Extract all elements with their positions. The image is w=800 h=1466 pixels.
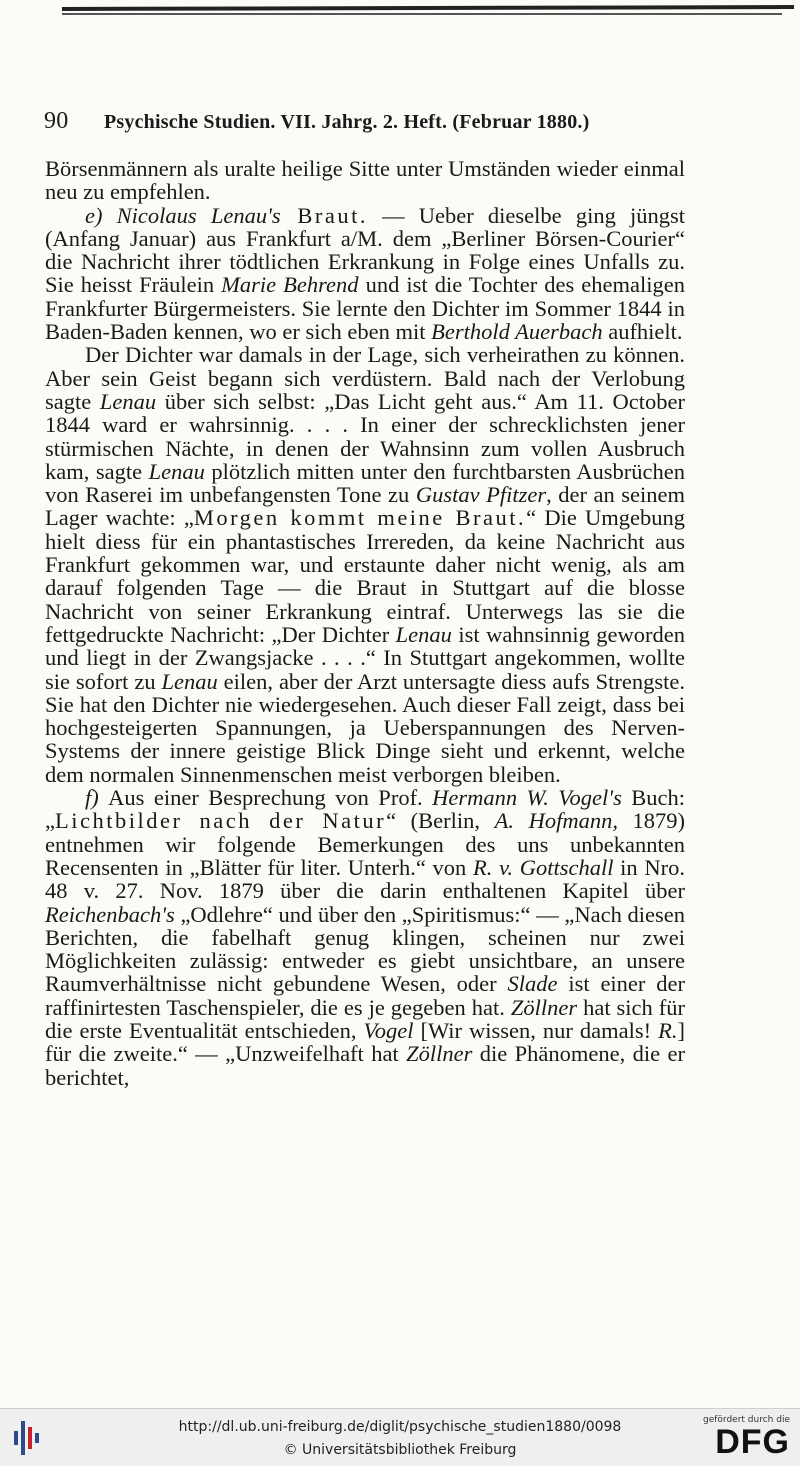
name-lenau: Lenau — [148, 458, 205, 484]
text-run: ist einer der raffinirtesten Taschenspieler, die es je gegeben hat. — [45, 971, 685, 1020]
name-lenau: Lenau — [395, 621, 452, 647]
name-lenau: Nicolaus Lenau's — [116, 202, 281, 228]
item-label: e) — [85, 202, 117, 228]
text-run: aufhielt. — [602, 319, 683, 345]
paragraph-f — [45, 786, 685, 1089]
text-run: plötzlich mitten unter den furchtbarsten Ausbrüchen von Raserei im unbefangensten Tone zu — [45, 458, 685, 508]
text-run: die Phänomene, die er berichtet, — [45, 1041, 686, 1090]
name-zoellner: Zöllner — [406, 1041, 473, 1067]
spaced-quote: Morgen kommt meine Braut. — [193, 505, 527, 531]
name-berthold-auerbach: Berthold Auerbach — [431, 319, 603, 345]
copyright-notice: © Universitätsbibliothek Freiburg — [283, 1442, 517, 1458]
name-zoellner: Zöllner — [510, 994, 578, 1020]
running-title: Psychische Studien. VII. Jahrg. 2. Heft. (Februar 1880.) — [104, 111, 590, 133]
name-reichenbach: Reichenbach's — [45, 901, 175, 927]
source-url-link[interactable]: http://dl.ub.uni-freiburg.de/diglit/psychische_studien1880/0098 — [178, 1419, 622, 1435]
text-run: „Odlehre“ und über den „Spiritismus:“ — „Nach diesen Berichten, die fabelhaft genug klingen, scheinen nur zwei Möglichkeiten zulässig: entweder es giebt unsichtbare, an unsere Raumverhältnisse nicht gebundene Wesen, oder — [45, 901, 685, 997]
body-text — [45, 157, 685, 1089]
name-lenau: Lenau — [99, 388, 157, 414]
paragraph-dichter — [45, 343, 685, 786]
dfg-sponsor-logo — [700, 1415, 790, 1461]
name-gustav-pfitzer: Gustav Pfitzer — [415, 482, 547, 508]
sponsor-caption: gefördert durch die — [703, 1415, 790, 1425]
text-run: [Wir wissen, nur damals! — [413, 1017, 659, 1043]
top-border-rule-thin — [62, 13, 782, 15]
text-run: Buch: „ — [45, 785, 685, 834]
text-run: eilen, aber der Arzt untersagte diess aufs Strengste. Sie hat den Dichter nie wiedergesehen. Auch dieser Fall zeigt, dass bei hochgesteigerten Spannungen, ja Ueberspannungen des Nerven-Systems der innere geistige Blick Dinge sieht und erkennt, welche dem normalen Sinnenmenschen meist verborgen bleiben. — [45, 668, 685, 787]
spaced-book-title: Lichtbilder nach der Natur — [55, 808, 387, 834]
text-run: ist wahnsinnig geworden und liegt in der Zwangsjacke . . . .“ In Stuttgart angekommen, wollte sie sofort zu — [45, 621, 685, 694]
text-run: in Nro. 48 v. 27. Nov. 1879 über die darin enthaltenen Kapitel über — [45, 854, 686, 904]
text-run: “ Die Umgebung hielt diess für ein phantastisches Irrereden, da keine Nachricht aus Frankfurt gekommen war, und erstaunte daher nicht wenig, als am darauf folgenden Tage — die Braut in Stuttgart auf die blosse Nachricht von seiner Erkrankung eintraf. Unterwegs las sie die fettgedruckte Nachricht: „Der Dichter — [45, 505, 685, 647]
name-vogel: Vogel — [363, 1017, 414, 1043]
text-run: “ (Berlin, — [386, 808, 495, 834]
text-run: ] für die zweite.“ — „Unzweifelhaft hat — [45, 1017, 685, 1067]
paragraph-continuation: Börsenmännern als uralte heilige Sitte unter Umständen wieder einmal neu zu empfehlen. — [45, 156, 685, 205]
text-run: und ist die Tochter des ehemaligen Frankfurter Bürgermeisters. Sie lernte den Dichter im Sommer 1844 in Baden-Baden kennen, wo er sich eben mit — [45, 272, 685, 345]
page-number: 90 — [44, 108, 69, 134]
text-run: über sich selbst: „Das Licht geht aus.“ Am 11. October 1844 ward er wahrsinnig. . . . In einer der schrecklichsten jener stürmischen Nächte, in denen der Wahnsinn zum vollen Ausbruch kam, sagte — [45, 388, 685, 484]
dfg-logo-text: DFG — [715, 1423, 790, 1461]
text-run: , der an seinem Lager wachte: „ — [45, 482, 685, 531]
item-label: f) — [85, 785, 109, 811]
name-gottschall: R. v. Gottschall — [473, 854, 614, 880]
paragraph-e — [45, 204, 685, 344]
name-slade: Slade — [507, 971, 558, 997]
initial-r: R. — [658, 1017, 678, 1043]
text-run: hat sich für die erste Eventualität entschieden, — [45, 994, 686, 1043]
spaced-word: Braut. — [280, 202, 368, 228]
text-run: — Ueber dieselbe ging jüngst (Anfang Januar) aus Frankfurt a/M. dem „Berliner Börsen-Courier“ die Nachricht ihrer tödtlichen Erkrankung in Folge eines Unfalls zu. Sie heisst Fräulein — [45, 202, 685, 298]
name-hermann-vogel: Hermann W. Vogel's — [432, 785, 622, 811]
top-border-rule — [62, 5, 794, 11]
text-run: Der Dichter war damals in der Lage, sich verheirathen zu können. Aber sein Geist begann sich verdüstern. Bald nach der Verlobung sagte — [45, 342, 685, 414]
text-run: Aus einer Besprechung von Prof. — [108, 785, 433, 811]
name-lenau: Lenau — [161, 668, 218, 694]
text-run: 1879) entnehmen wir folgende Bemerkungen des uns unbekannten Recensenten in „Blätter für liter. Unterh.“ von — [45, 808, 686, 880]
library-footer — [0, 1408, 800, 1466]
running-header — [44, 108, 684, 135]
name-marie-behrend: Marie Behrend — [221, 272, 359, 298]
name-hofmann: A. Hofmann, — [494, 808, 618, 834]
